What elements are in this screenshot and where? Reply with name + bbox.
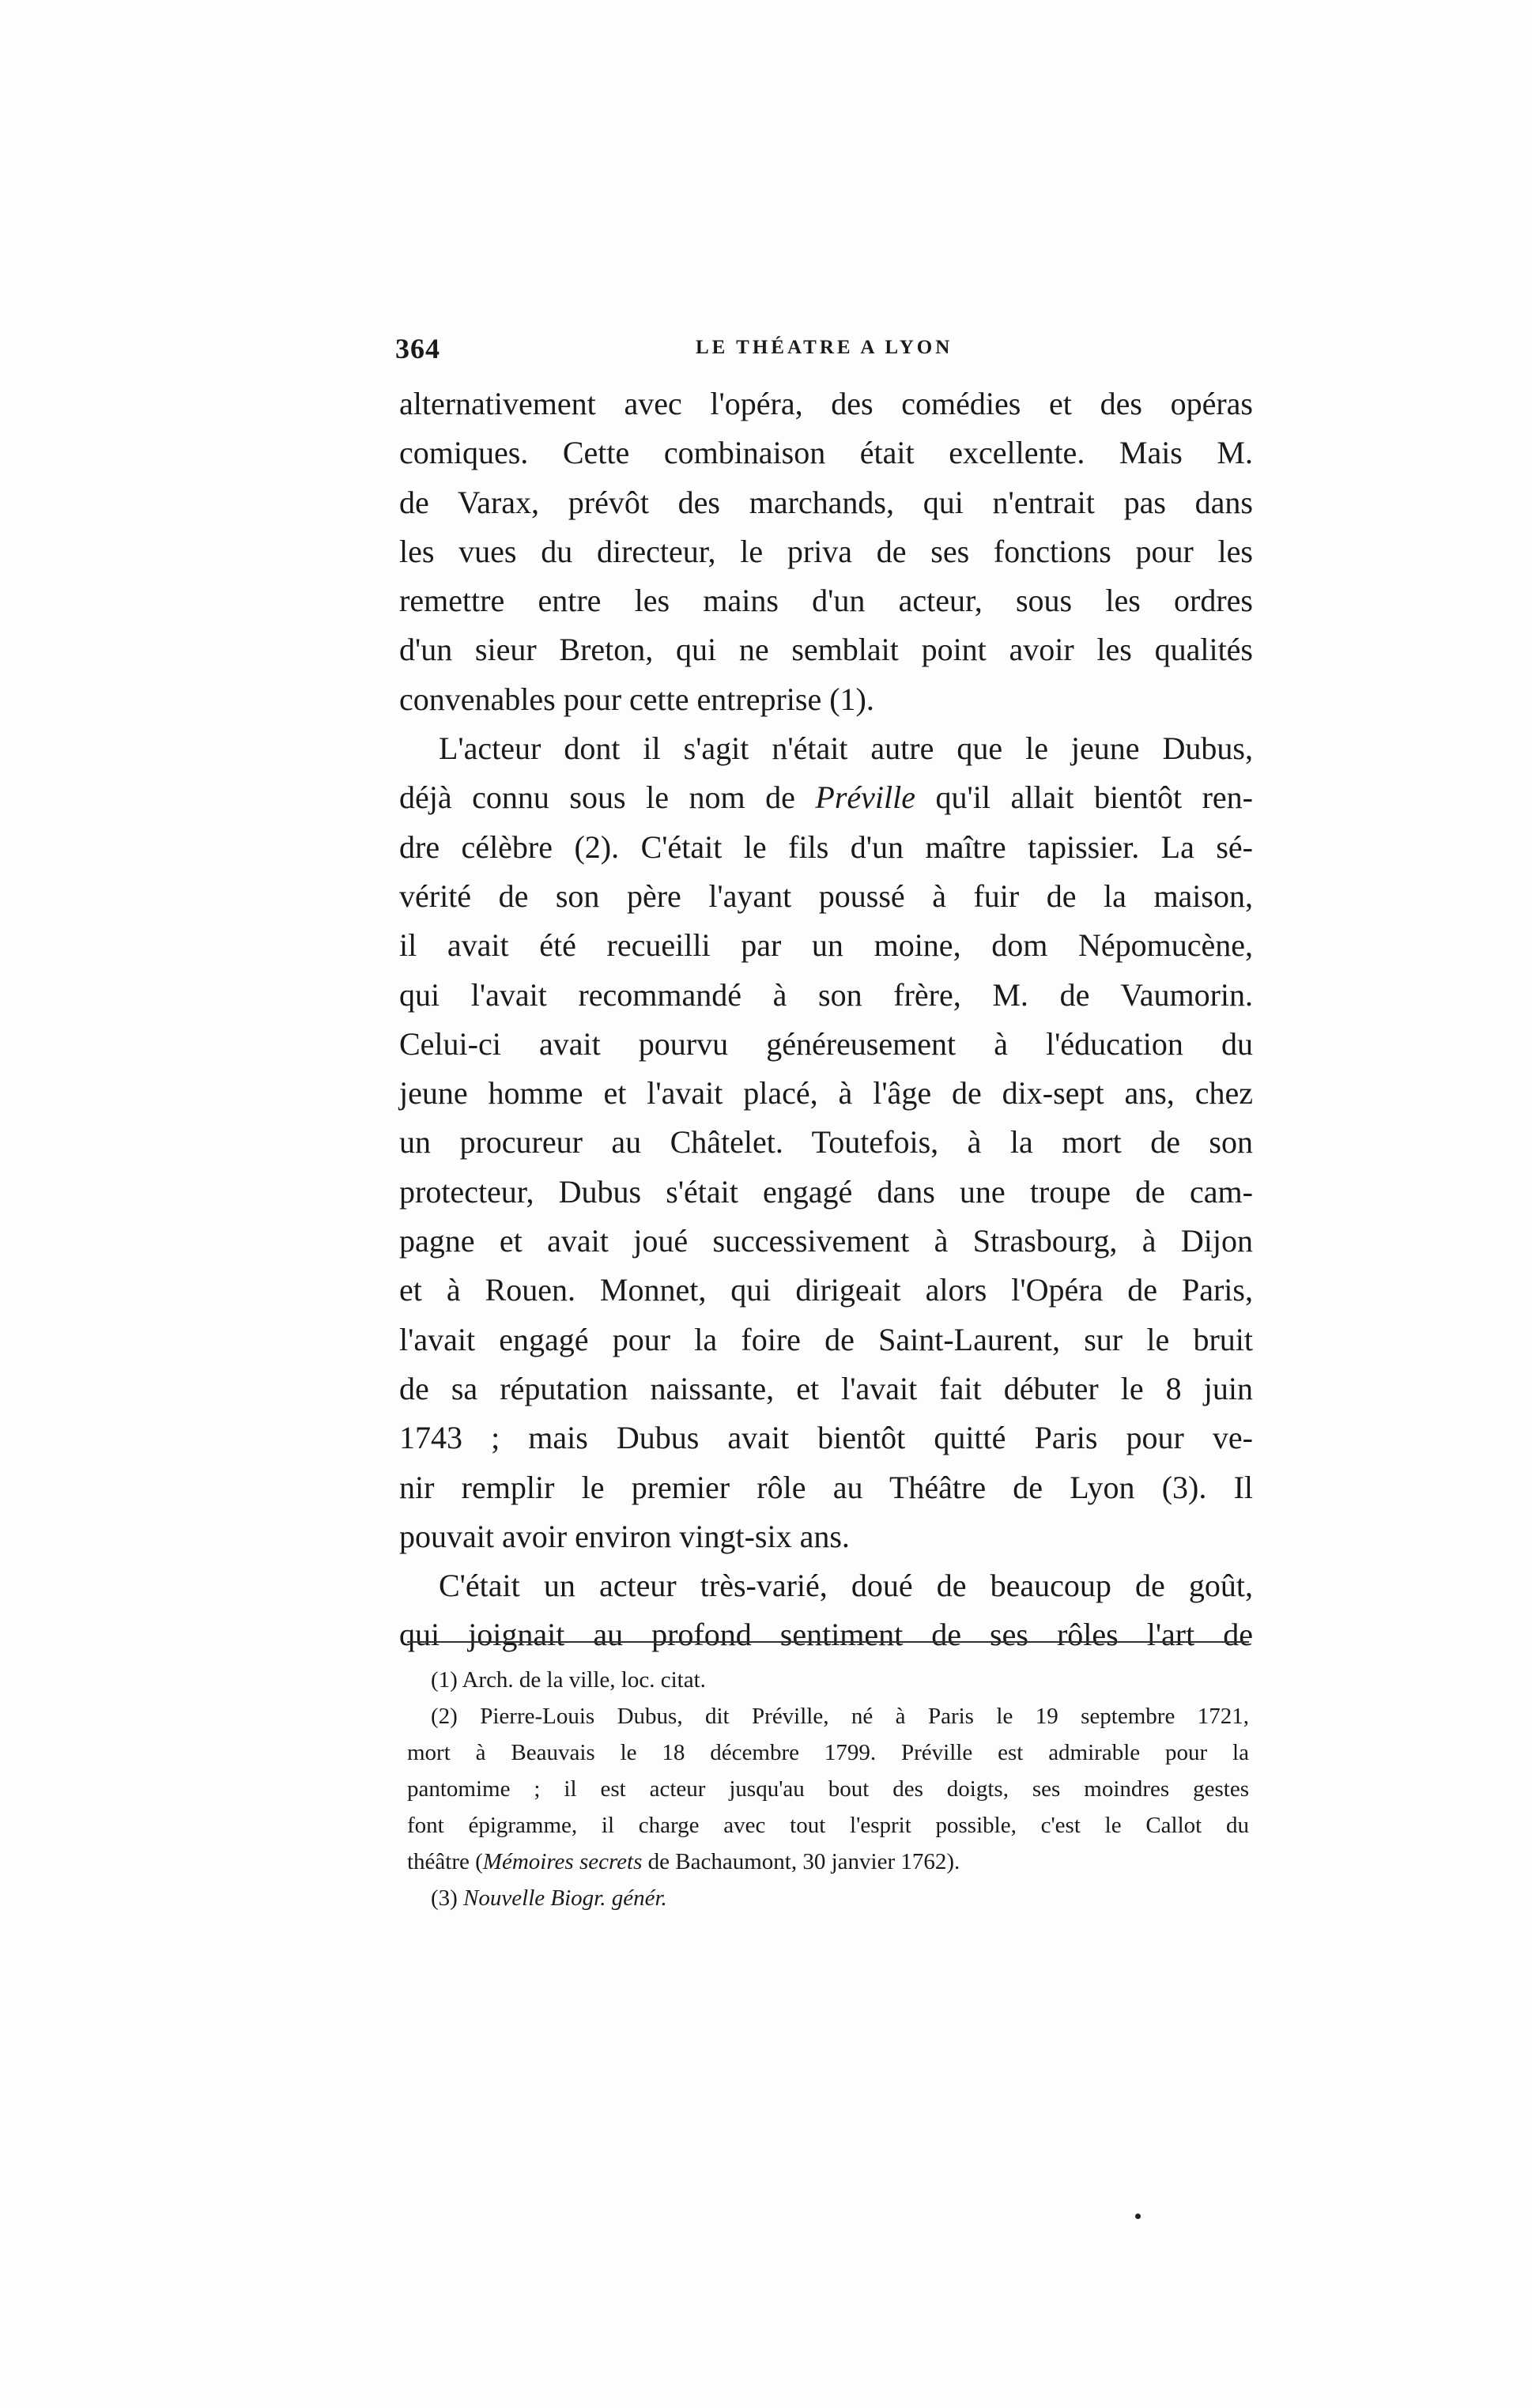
text-line: pagne et avait joué successivement à Strasbourg, à Dijon	[399, 1223, 1253, 1259]
text-line: convenables pour cette entreprise (1).	[399, 681, 874, 717]
italic-title: Mémoires secrets	[482, 1849, 643, 1874]
text-line: l'avait engagé pour la foire de Saint-Laurent, sur le bruit	[399, 1321, 1253, 1357]
footnote-2-line: (2) Pierre-Louis Dubus, dit Préville, né à Paris le 19 septembre 1721,	[431, 1704, 1249, 1729]
text-line: pouvait avoir environ vingt-six ans.	[399, 1518, 850, 1554]
text-line: comiques. Cette combinaison était excellente. Mais M.	[399, 435, 1253, 471]
ink-speck	[1135, 2214, 1141, 2219]
text-line: alternativement avec l'opéra, des comédies et des opéras	[399, 386, 1253, 421]
footnote-2-line: pantomime ; il est acteur jusqu'au bout des doigts, ses moindres gestes	[407, 1776, 1249, 1802]
text-line: il avait été recueilli par un moine, dom Népomucène,	[399, 927, 1253, 964]
footnote-1: (1) Arch. de la ville, loc. citat.	[431, 1667, 706, 1693]
text-fragment: déjà connu sous le nom de	[399, 779, 816, 816]
text-line-with-italic	[399, 773, 1253, 822]
footnote-2-line: mort à Beauvais le 18 décembre 1799. Préville est admirable pour la	[407, 1740, 1249, 1765]
italic-name: Préville	[815, 779, 916, 816]
text-fragment: théâtre (	[407, 1849, 483, 1874]
italic-title: Nouvelle Biogr. génér.	[463, 1885, 667, 1911]
text-line: d'un sieur Breton, qui ne semblait point avoir les qualités	[399, 632, 1253, 668]
text-fragment: (3)	[431, 1885, 464, 1911]
footnote-3	[407, 1880, 1249, 1916]
text-line: qui l'avait recommandé à son frère, M. de Vaumorin.	[399, 976, 1253, 1013]
text-line: et à Rouen. Monnet, qui dirigeait alors l'Opéra de Paris,	[399, 1272, 1253, 1308]
text-line: C'était un acteur très-varié, doué de beaucoup de goût,	[439, 1568, 1253, 1604]
text-line: dre célèbre (2). C'était le fils d'un maître tapissier. La sé-	[399, 828, 1253, 865]
text-fragment: qu'il allait bientôt ren-	[915, 779, 1253, 816]
text-line: un procureur au Châtelet. Toutefois, à la mort de son	[399, 1124, 1253, 1161]
page-header	[395, 332, 1265, 372]
text-line: 1743 ; mais Dubus avait bientôt quitté Paris pour ve-	[399, 1420, 1253, 1456]
footnote-rule	[407, 1641, 1249, 1643]
footnote-2-last-line	[407, 1844, 1249, 1880]
text-line: les vues du directeur, le priva de ses fonctions pour les	[399, 533, 1253, 569]
text-line: Celui-ci avait pourvu généreusement à l'éducation du	[399, 1025, 1253, 1062]
text-line: qui joignait au profond sentiment de ses rôles l'art de	[399, 1617, 1253, 1653]
text-line: vérité de son père l'ayant poussé à fuir de la maison,	[399, 878, 1253, 914]
footnotes	[407, 1662, 1249, 1916]
text-line: remettre entre les mains d'un acteur, sous les ordres	[399, 583, 1253, 619]
body-text	[399, 379, 1253, 1660]
text-line: L'acteur dont il s'agit n'était autre que le jeune Dubus,	[439, 730, 1253, 767]
page-number: 364	[395, 333, 440, 364]
text-line: jeune homme et l'avait placé, à l'âge de dix-sept ans, chez	[399, 1075, 1253, 1112]
text-line: de sa réputation naissante, et l'avait fait débuter le 8 juin	[399, 1370, 1253, 1406]
text-line: protecteur, Dubus s'était engagé dans une troupe de cam-	[399, 1173, 1253, 1210]
text-fragment: de Bachaumont, 30 janvier 1762).	[642, 1849, 960, 1874]
footnote-2-line: font épigramme, il charge avec tout l'esprit possible, c'est le Callot du	[407, 1813, 1249, 1838]
text-line: nir remplir le premier rôle au Théâtre de Lyon (3). Il	[399, 1469, 1253, 1505]
running-title: LE THÉATRE A LYON	[696, 337, 953, 358]
text-line: de Varax, prévôt des marchands, qui n'entrait pas dans	[399, 484, 1253, 520]
